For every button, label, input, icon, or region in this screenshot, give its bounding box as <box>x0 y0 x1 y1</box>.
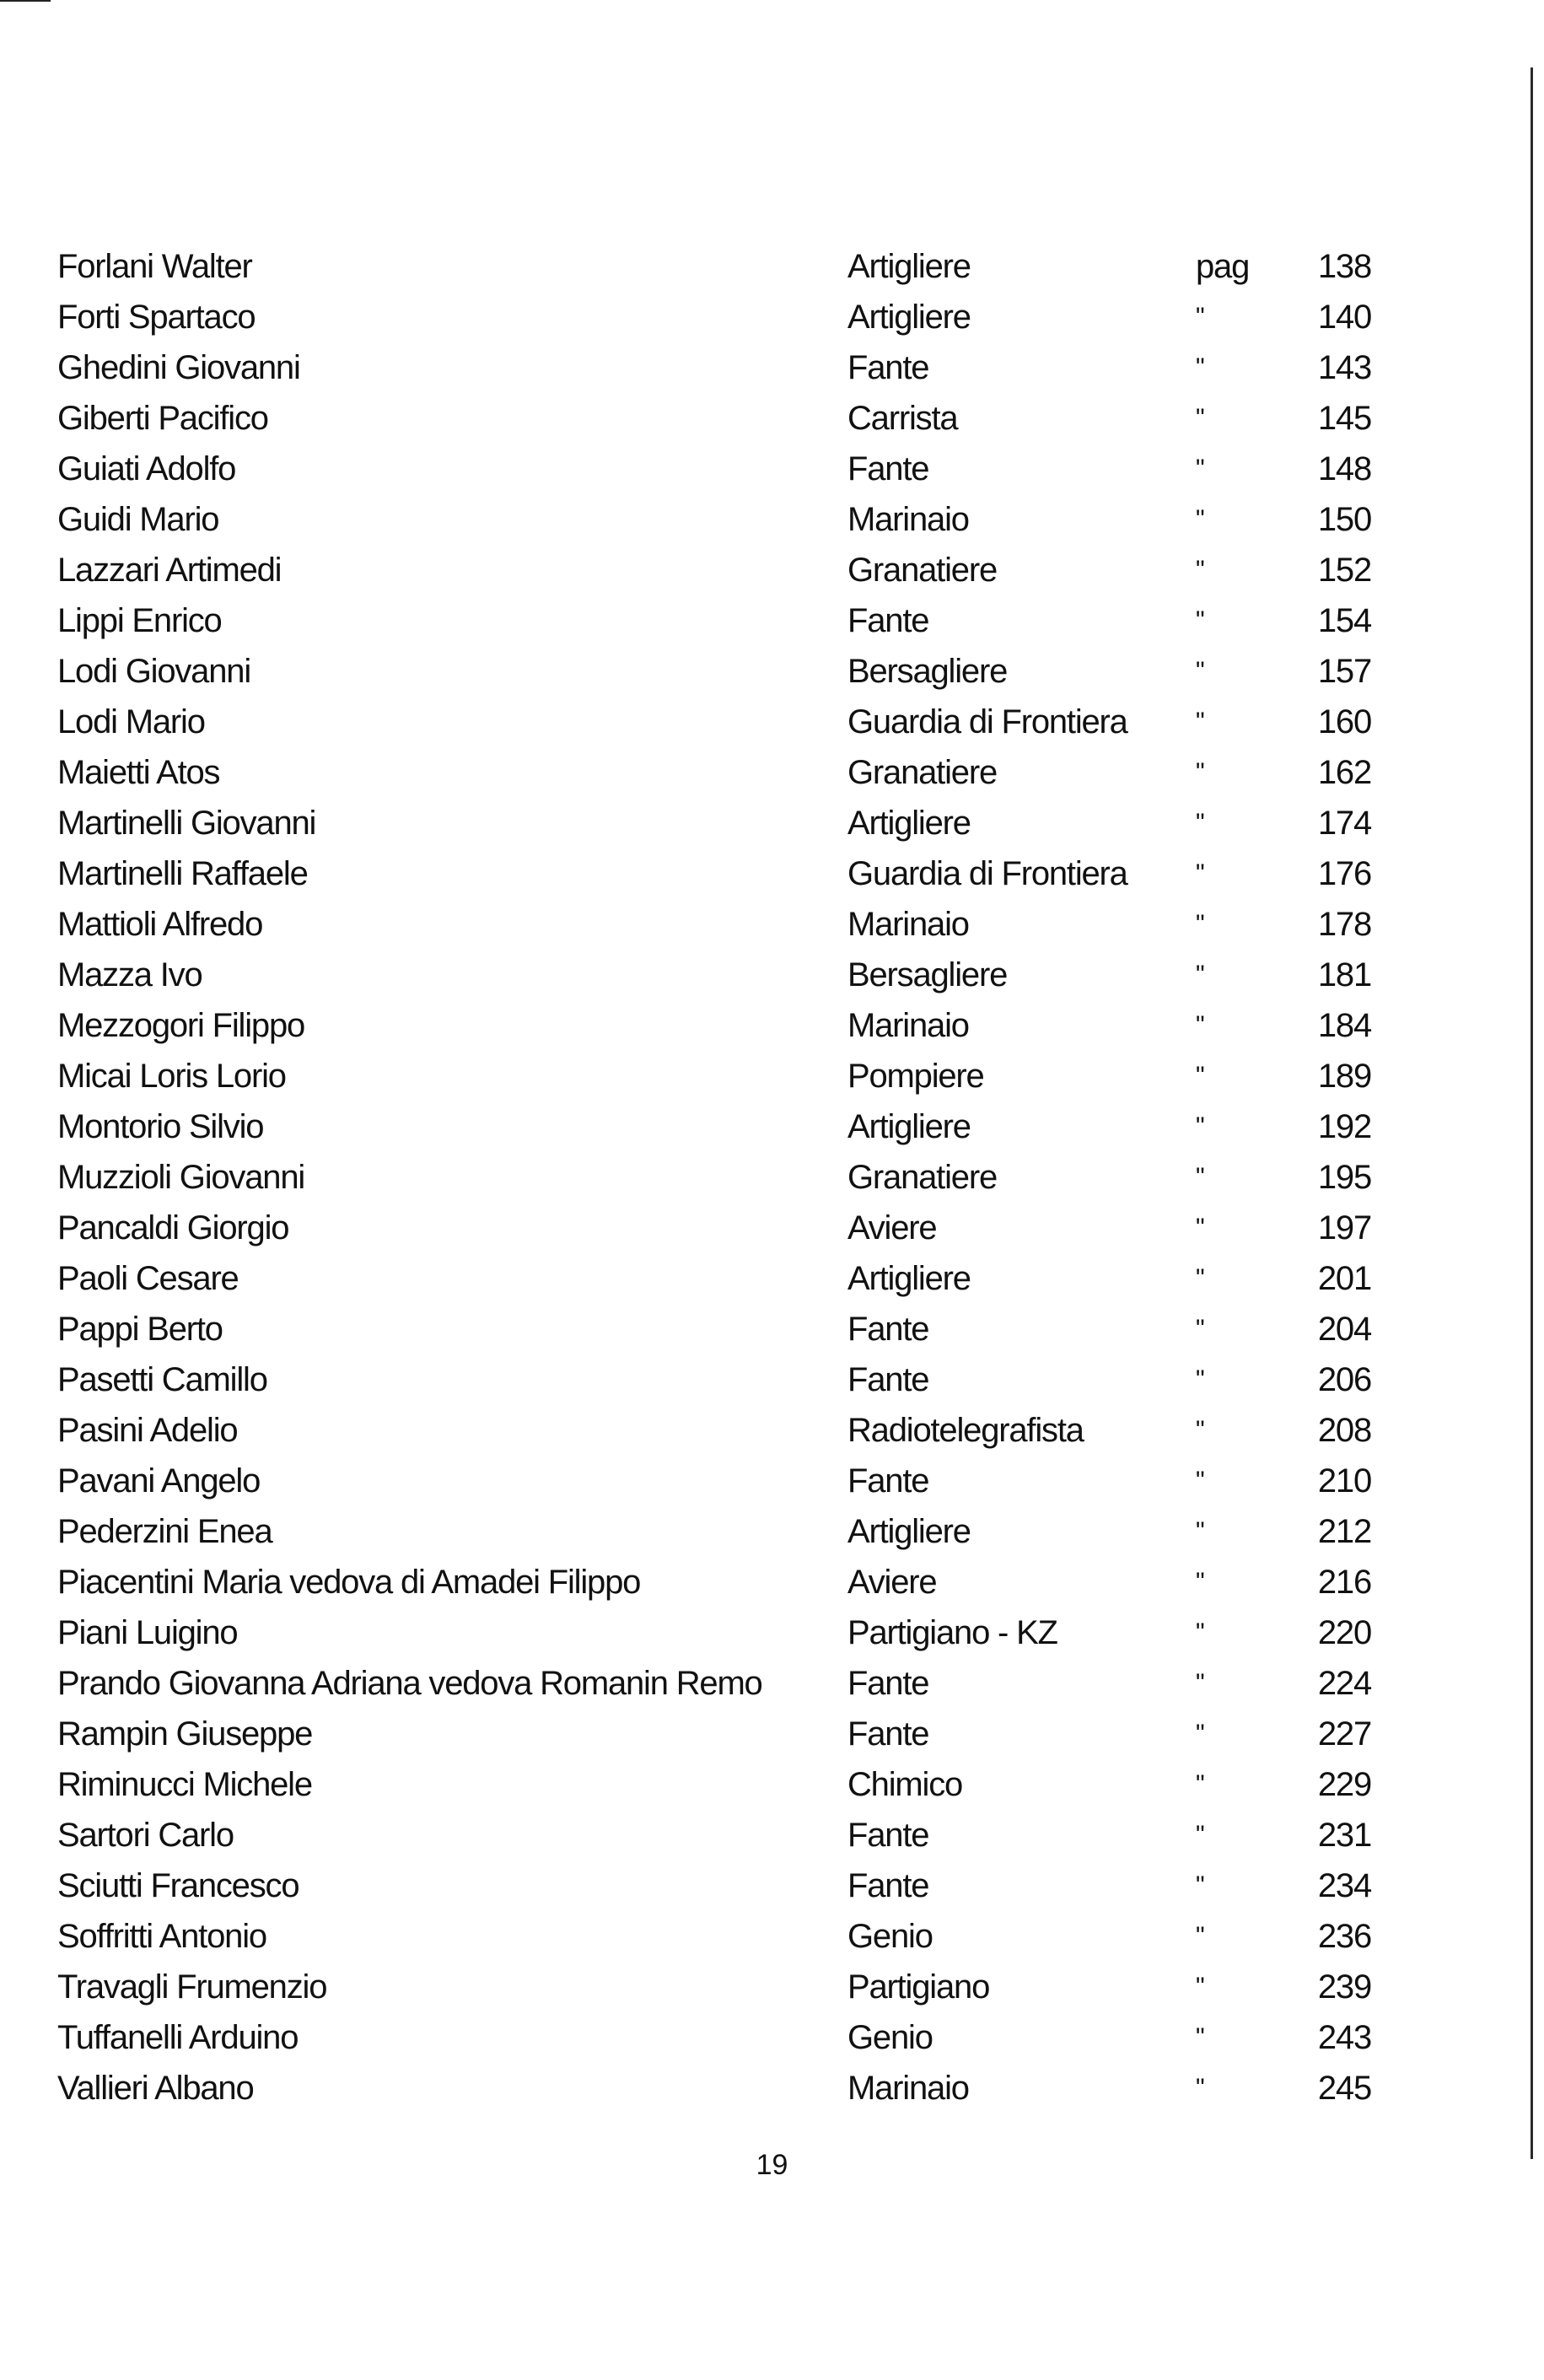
ditto-mark: " <box>1196 606 1204 634</box>
entry-role: Fante <box>847 349 929 386</box>
entry-page-number: 160 <box>1317 703 1371 740</box>
ditto-mark: " <box>1196 2074 1204 2102</box>
entry-name: Mattioli Alfredo <box>57 906 263 943</box>
entry-page-number: 224 <box>1317 1665 1371 1702</box>
ditto-mark: " <box>1196 758 1204 786</box>
index-entry <box>0 1709 1544 1759</box>
ditto-mark: " <box>1196 1112 1204 1140</box>
entry-name: Pasetti Camillo <box>57 1361 267 1398</box>
ditto-mark: " <box>1196 455 1204 482</box>
ditto-mark: " <box>1196 556 1204 584</box>
entry-role: Pompiere <box>847 1058 984 1095</box>
entry-role: Genio <box>847 1918 933 1955</box>
index-entry <box>0 1354 1544 1405</box>
entry-role: Artigliere <box>847 1260 971 1297</box>
entry-name: Vallieri Albano <box>57 2070 254 2107</box>
ditto-mark: " <box>1196 809 1204 837</box>
entry-role: Fante <box>847 602 929 639</box>
index-entry <box>0 494 1544 545</box>
entry-page-number: 140 <box>1317 299 1371 336</box>
entry-role: Artigliere <box>847 1108 971 1145</box>
entry-name: Paoli Cesare <box>57 1260 239 1297</box>
entry-name: Sartori Carlo <box>57 1817 234 1854</box>
entry-page-number: 150 <box>1317 501 1371 538</box>
entry-page-number: 145 <box>1317 400 1371 437</box>
entry-page-number: 243 <box>1317 2019 1371 2056</box>
entry-name: Martinelli Giovanni <box>57 805 316 842</box>
entry-role: Aviere <box>847 1564 937 1601</box>
entry-page-number: 189 <box>1317 1058 1371 1095</box>
ditto-mark: " <box>1196 1568 1204 1596</box>
entry-page-number: 206 <box>1317 1361 1371 1398</box>
entry-name: Lazzari Artimedi <box>57 552 282 589</box>
entry-page-number: 216 <box>1317 1564 1371 1601</box>
ditto-mark: " <box>1196 961 1204 988</box>
ditto-mark: " <box>1196 859 1204 887</box>
ditto-mark: " <box>1196 1618 1204 1646</box>
entry-role: Artigliere <box>847 248 971 285</box>
ditto-mark: " <box>1196 1467 1204 1494</box>
entry-name: Maietti Atos <box>57 754 220 791</box>
entry-role: Granatiere <box>847 552 997 589</box>
ditto-mark: " <box>1196 1922 1204 1950</box>
ditto-mark: " <box>1196 505 1204 533</box>
top-rule <box>0 0 51 2</box>
entry-name: Pasini Adelio <box>57 1412 238 1449</box>
entry-page-number: 227 <box>1317 1715 1371 1753</box>
entry-role: Aviere <box>847 1209 937 1247</box>
entry-role: Radiotelegrafista <box>847 1412 1084 1449</box>
ditto-mark: " <box>1196 1062 1204 1090</box>
entry-page-number: 138 <box>1317 248 1371 285</box>
entry-page-number: 176 <box>1317 855 1371 892</box>
entry-role: Carrista <box>847 400 958 437</box>
index-entry <box>0 595 1544 646</box>
index-entry <box>0 545 1544 595</box>
ditto-mark: " <box>1196 910 1204 938</box>
entry-role: Granatiere <box>847 754 997 791</box>
ditto-mark: " <box>1196 303 1204 331</box>
entry-role: Partigiano <box>847 1968 990 2006</box>
index-entry <box>0 1456 1544 1506</box>
entry-role: Partigiano - KZ <box>847 1614 1057 1651</box>
entry-role: Fante <box>847 1817 929 1854</box>
entry-name: Rampin Giuseppe <box>57 1715 313 1753</box>
entry-role: Artigliere <box>847 299 971 336</box>
entry-role: Fante <box>847 1715 929 1753</box>
entry-name: Travagli Frumenzio <box>57 1968 327 2006</box>
entry-role: Chimico <box>847 1766 963 1803</box>
index-entry <box>0 950 1544 1000</box>
entry-page-number: 152 <box>1317 552 1371 589</box>
entry-page-number: 245 <box>1317 2070 1371 2107</box>
ditto-mark: " <box>1196 1517 1204 1545</box>
entry-page-number: 201 <box>1317 1260 1371 1297</box>
entry-role: Guardia di Frontiera <box>847 703 1127 740</box>
entry-name: Giberti Pacifico <box>57 400 268 437</box>
index-entry <box>0 1051 1544 1101</box>
entry-name: Lippi Enrico <box>57 602 222 639</box>
index-entry <box>0 1506 1544 1557</box>
ditto-mark: " <box>1196 1821 1204 1849</box>
entry-name: Mezzogori Filippo <box>57 1007 305 1044</box>
ditto-mark: " <box>1196 2023 1204 2051</box>
entry-name: Soffritti Antonio <box>57 1918 266 1955</box>
entry-role: Fante <box>847 450 929 487</box>
entry-name: Muzzioli Giovanni <box>57 1159 305 1196</box>
ditto-mark: " <box>1196 1416 1204 1444</box>
entry-role: Fante <box>847 1462 929 1500</box>
entry-page-number: 231 <box>1317 1817 1371 1854</box>
entry-page-number: 236 <box>1317 1918 1371 1955</box>
entry-name: Piani Luigino <box>57 1614 238 1651</box>
index-entry <box>0 444 1544 494</box>
entry-role: Artigliere <box>847 1513 971 1550</box>
entry-role: Bersagliere <box>847 956 1008 993</box>
entry-name: Mazza Ivo <box>57 956 202 993</box>
index-entry <box>0 1304 1544 1354</box>
ditto-mark: " <box>1196 1973 1204 2000</box>
entry-name: Piacentini Maria vedova di Amadei Filippo <box>57 1564 641 1601</box>
entry-role: Fante <box>847 1665 929 1702</box>
page-number: 19 <box>756 2149 788 2181</box>
index-entry <box>0 1658 1544 1709</box>
entry-page-number: 174 <box>1317 805 1371 842</box>
entry-name: Forti Spartaco <box>57 299 256 336</box>
entry-page-number: 220 <box>1317 1614 1371 1651</box>
entry-name: Micai Loris Lorio <box>57 1058 286 1095</box>
entry-page-number: 143 <box>1317 349 1371 386</box>
index-entry <box>0 1000 1544 1051</box>
ditto-mark: " <box>1196 404 1204 432</box>
entry-name: Lodi Mario <box>57 703 205 740</box>
ditto-mark: " <box>1196 1264 1204 1292</box>
index-entry <box>0 1911 1544 1962</box>
entry-page-number: 157 <box>1317 653 1371 690</box>
index-entry <box>0 1962 1544 2012</box>
entry-role: Fante <box>847 1311 929 1348</box>
entry-name: Martinelli Raffaele <box>57 855 308 892</box>
entry-page-number: 148 <box>1317 450 1371 487</box>
index-entry <box>0 393 1544 444</box>
entry-page-number: 212 <box>1317 1513 1371 1550</box>
entry-role: Granatiere <box>847 1159 997 1196</box>
index-entry <box>0 1253 1544 1304</box>
index-entry <box>0 697 1544 747</box>
entry-name: Sciutti Francesco <box>57 1867 299 1904</box>
index-entry <box>0 1810 1544 1860</box>
entry-name: Forlani Walter <box>57 248 252 285</box>
index-entry <box>0 747 1544 798</box>
ditto-mark: " <box>1196 1720 1204 1747</box>
entry-role: Marinaio <box>847 501 969 538</box>
index-entry <box>0 1101 1544 1152</box>
index-entry <box>0 646 1544 697</box>
entry-name: Pappi Berto <box>57 1311 223 1348</box>
entry-name: Ghedini Giovanni <box>57 349 300 386</box>
entry-name: Prando Giovanna Adriana vedova Romanin Remo <box>57 1665 762 1702</box>
ditto-mark: " <box>1196 657 1204 685</box>
entry-name: Pavani Angelo <box>57 1462 261 1500</box>
index-entry <box>0 1405 1544 1456</box>
ditto-mark: " <box>1196 1163 1204 1191</box>
entry-page-number: 154 <box>1317 602 1371 639</box>
ditto-mark: " <box>1196 1214 1204 1241</box>
index-entry <box>0 1759 1544 1810</box>
entry-page-number: 184 <box>1317 1007 1371 1044</box>
entry-page-number: 181 <box>1317 956 1371 993</box>
index-entry <box>0 798 1544 848</box>
entry-role: Fante <box>847 1867 929 1904</box>
index-entry <box>0 1607 1544 1658</box>
entry-page-number: 229 <box>1317 1766 1371 1803</box>
index-entry <box>0 292 1544 342</box>
index-entry <box>0 1860 1544 1911</box>
entry-name: Riminucci Michele <box>57 1766 312 1803</box>
entry-page-number: 162 <box>1317 754 1371 791</box>
ditto-mark: " <box>1196 1669 1204 1697</box>
entry-role: Fante <box>847 1361 929 1398</box>
entry-role: Artigliere <box>847 805 971 842</box>
entry-name: Pancaldi Giorgio <box>57 1209 289 1247</box>
entry-name: Pederzini Enea <box>57 1513 272 1550</box>
entry-page-number: 178 <box>1317 906 1371 943</box>
entry-page-number: 208 <box>1317 1412 1371 1449</box>
entry-name: Guiati Adolfo <box>57 450 236 487</box>
entry-role: Guardia di Frontiera <box>847 855 1127 892</box>
ditto-mark: " <box>1196 708 1204 735</box>
index-entry <box>0 342 1544 393</box>
entry-name: Montorio Silvio <box>57 1108 264 1145</box>
index-entry <box>0 899 1544 950</box>
index-entry <box>0 1152 1544 1203</box>
ditto-mark: " <box>1196 1770 1204 1798</box>
ditto-mark: " <box>1196 1315 1204 1343</box>
entry-name: Lodi Giovanni <box>57 653 251 690</box>
entry-page-number: 239 <box>1317 1968 1371 2006</box>
entry-page-number: 234 <box>1317 1867 1371 1904</box>
entry-name: Tuffanelli Arduino <box>57 2019 299 2056</box>
entry-role: Bersagliere <box>847 653 1008 690</box>
entry-page-number: 204 <box>1317 1311 1371 1348</box>
entry-page-number: 210 <box>1317 1462 1371 1500</box>
entry-page-number: 192 <box>1317 1108 1371 1145</box>
index-entry <box>0 1203 1544 1253</box>
entry-page-number: 195 <box>1317 1159 1371 1196</box>
ditto-mark: " <box>1196 353 1204 381</box>
ditto-mark: " <box>1196 1011 1204 1039</box>
entry-name: Guidi Mario <box>57 501 219 538</box>
entry-role: Marinaio <box>847 2070 969 2107</box>
ditto-mark: " <box>1196 1871 1204 1899</box>
name-index-list <box>0 241 1544 2113</box>
index-entry <box>0 848 1544 899</box>
ditto-mark: " <box>1196 1365 1204 1393</box>
index-entry <box>0 241 1544 292</box>
index-entry <box>0 2012 1544 2063</box>
entry-role: Marinaio <box>847 906 969 943</box>
entry-role: Genio <box>847 2019 933 2056</box>
pag-label: pag <box>1196 248 1250 285</box>
entry-page-number: 197 <box>1317 1209 1371 1247</box>
index-entry <box>0 2063 1544 2113</box>
index-entry <box>0 1557 1544 1607</box>
entry-role: Marinaio <box>847 1007 969 1044</box>
